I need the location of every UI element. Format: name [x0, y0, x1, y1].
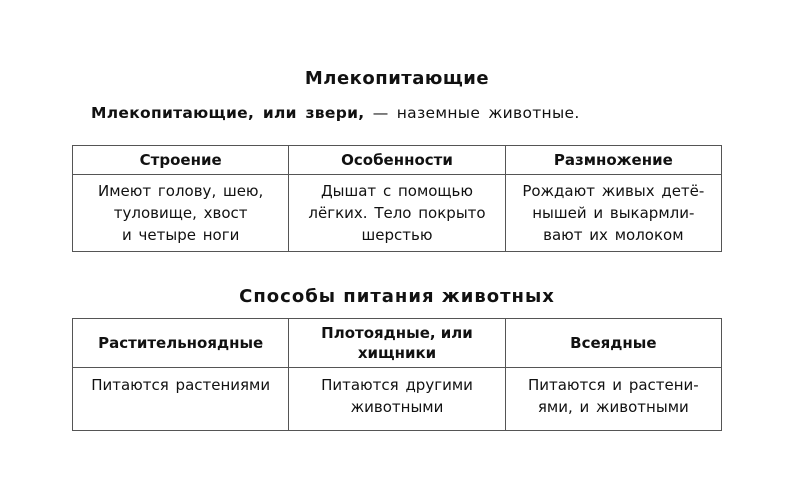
cell-line: лёгких. Тело покрыто [308, 204, 486, 222]
cell-line: Имеют голову, шею, [98, 182, 264, 200]
table-row [73, 368, 722, 431]
intro-text: — наземные животные. [364, 104, 580, 122]
intro-bold-text: Млекопитающие, или звери, [91, 104, 365, 122]
cell-carnivores [289, 368, 505, 431]
header-carnivores [289, 319, 505, 368]
cell-omnivores [505, 368, 721, 431]
feeding-title: Способы питания животных [239, 286, 555, 307]
cell-line: Дышат с помощью [320, 182, 474, 200]
cell-line: ями, и животными [537, 398, 689, 416]
mammals-table [72, 145, 722, 252]
header-omnivores [505, 319, 721, 368]
table-row [73, 175, 722, 252]
header-reproduction: Размножение [505, 146, 721, 175]
header-line: Растительноядные [98, 334, 264, 352]
header-line: Всеядные [570, 334, 657, 352]
mammals-intro [91, 104, 580, 122]
cell-reproduction [505, 175, 721, 252]
header-features: Особенности [289, 146, 505, 175]
cell-features [289, 175, 505, 252]
mammals-title: Млекопитающие [304, 68, 490, 89]
cell-line: Рождают живых детё- [522, 182, 705, 200]
table-header-row [73, 146, 722, 175]
cell-line: Питаются и растени- [527, 376, 699, 394]
header-line: Плотоядные, или [321, 324, 473, 342]
cell-line: туловище, хвост [113, 204, 248, 222]
cell-herbivores [73, 368, 289, 431]
cell-structure [73, 175, 289, 252]
feeding-table [72, 318, 722, 431]
cell-line: Питаются растениями [91, 376, 271, 394]
table-header-row [73, 319, 722, 368]
cell-line: шерстью [361, 226, 433, 244]
cell-line: и четыре ноги [122, 226, 240, 244]
header-structure: Строение [73, 146, 289, 175]
cell-line: животными [350, 398, 444, 416]
cell-line: Питаются другими [321, 376, 473, 394]
header-line: хищники [357, 344, 437, 362]
cell-line: вают их молоком [543, 226, 684, 244]
header-herbivores [73, 319, 289, 368]
cell-line: нышей и выкармли- [532, 204, 695, 222]
